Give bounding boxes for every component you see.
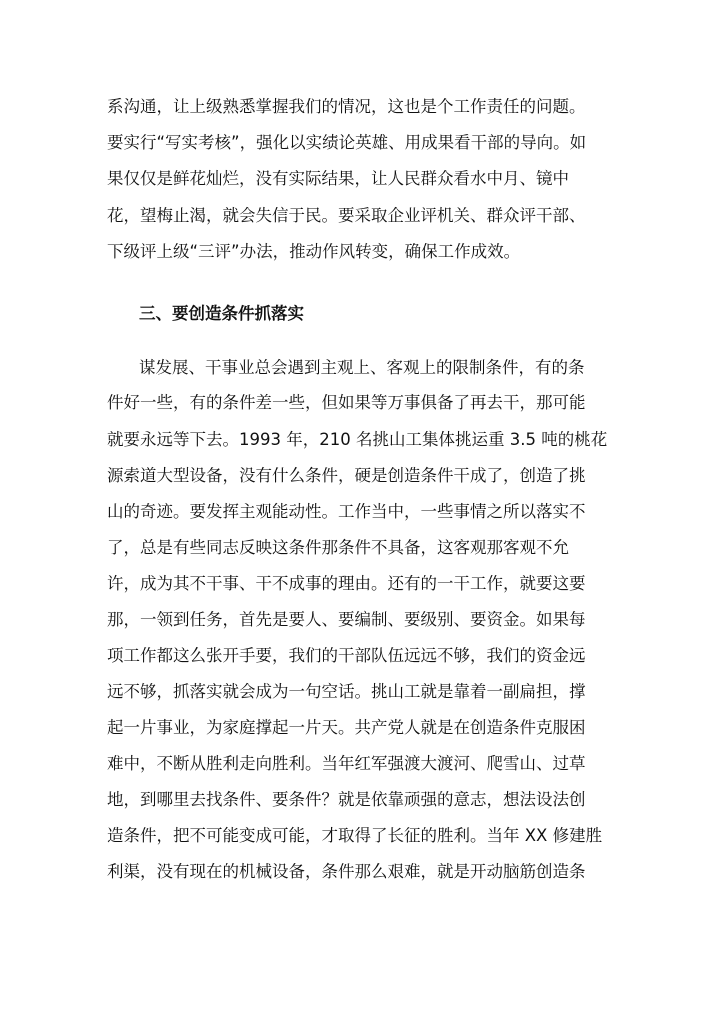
- text-line: 地，到哪里去找条件、要条件？就是依靠顽强的意志，想法设法创: [107, 790, 586, 809]
- text-line: 利渠，没有现在的机械设备，条件那么艰难，就是开动脑筋创造条: [107, 862, 586, 881]
- text-line: 果仅仅是鲜花灿烂，没有实际结果，让人民群众看水中月、镜中: [107, 169, 569, 188]
- text-line: 造条件，把不可能变成可能，才取得了长征的胜利。当年 XX 修建胜: [107, 826, 603, 845]
- text-line: 花，望梅止渴，就会失信于民。要采取企业评机关、群众评干部、: [107, 206, 586, 225]
- text-line: 远不够，抓落实就会成为一句空话。挑山工就是靠着一副扁担，撑: [107, 682, 586, 701]
- text-line: 要实行“写实考核”，强化以实绩论英雄、用成果看干部的导向。如: [107, 133, 587, 152]
- text-line: 源索道大型设备，没有什么条件，硬是创造条件干成了，创造了挑: [107, 466, 586, 485]
- text-line: 起一片事业，为家庭撑起一片天。共产党人就是在创造条件克服困: [107, 718, 586, 737]
- text-line: 难中，不断从胜利走向胜利。当年红军强渡大渡河、爬雪山、过草: [107, 754, 586, 773]
- text-line: 谋发展、干事业总会遇到主观上、客观上的限制条件，有的条: [139, 358, 585, 377]
- text-line: 山的奇迹。要发挥主观能动性。工作当中，一些事情之所以落实不: [107, 502, 586, 521]
- text-line: 件好一些，有的条件差一些，但如果等万事俱备了再去干，那可能: [107, 393, 586, 412]
- text-line: 系沟通，让上级熟悉掌握我们的情况，这也是个工作责任的问题。: [107, 97, 586, 116]
- text-line: 下级评上级“三评”办法，推动作风转变，确保工作成效。: [107, 242, 521, 261]
- text-line: 就要永远等下去。1993 年，210 名挑山工集体挑运重 3.5 吨的桃花: [107, 430, 608, 449]
- text-line: 那，一领到任务，首先是要人、要编制、要级别、要资金。如果每: [107, 610, 586, 629]
- text-line: 项工作都这么张开手要，我们的干部队伍远远不够，我们的资金远: [107, 646, 586, 665]
- section-heading: 三、要创造条件抓落实: [139, 304, 304, 323]
- text-line: 了，总是有些同志反映这条件那条件不具备，这客观那客观不允: [107, 538, 569, 557]
- text-line: 许，成为其不干事、干不成事的理由。还有的一干工作，就要这要: [107, 574, 586, 593]
